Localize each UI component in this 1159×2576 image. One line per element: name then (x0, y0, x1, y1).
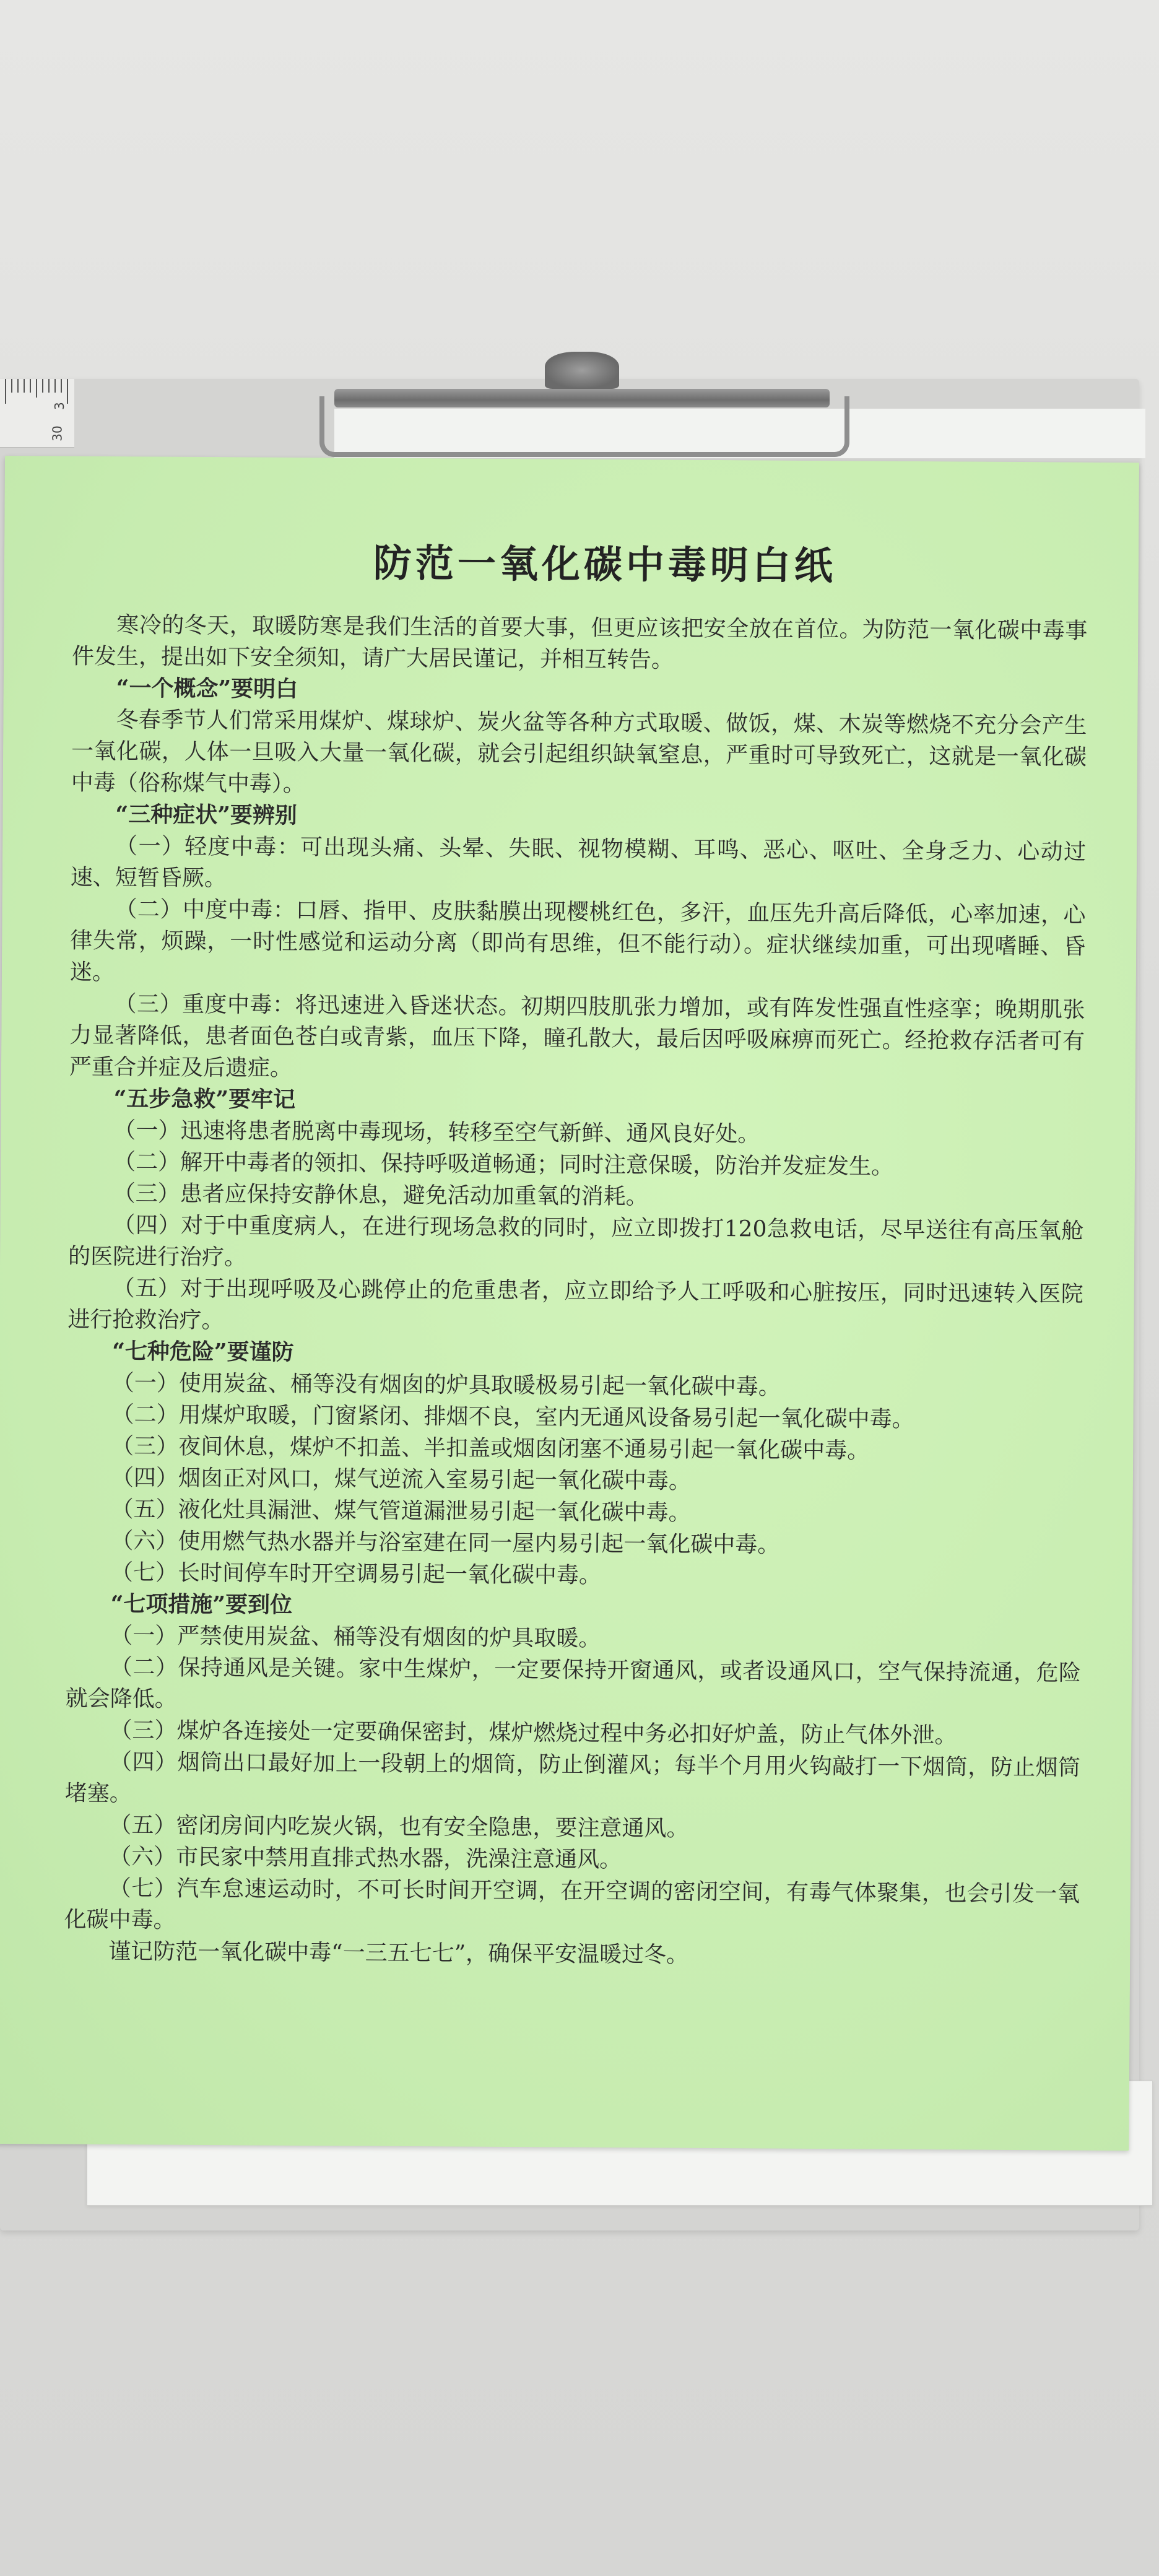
body-paragraph: （一）使用炭盆、桶等没有烟囱的炉具取暖极易引起一氧化碳中毒。 (111, 1370, 781, 1400)
clip-knob (545, 352, 619, 389)
body-paragraph: （三）患者应保持安静休息，避免活动加重氧的消耗。 (113, 1181, 648, 1210)
body-paragraph: （五）液化灶具漏泄、煤气管道漏泄易引起一氧化碳中毒。 (111, 1497, 691, 1526)
body-paragraph: （四）烟筒出口最好加上一段朝上的烟筒，防止倒灌风；每半个月用火钩敲打一下烟筒，防止烟筒堵塞。 (64, 1749, 1081, 1807)
body-paragraph: （二）保持通风是关键。家中生煤炉，一定要保持开窗通风，或者设通风口，空气保持流通，危险就会降低。 (65, 1655, 1082, 1712)
body-paragraph: （四）烟囱正对风口，煤气逆流入室易引起一氧化碳中毒。 (111, 1465, 692, 1494)
body-paragraph: （六）市民家中禁用直排式热水器，洗澡注意通风。 (109, 1844, 622, 1873)
ruler-number-30: 30 (50, 425, 65, 442)
ruler-number-3: 3 (52, 402, 67, 410)
body-paragraph: （一）轻度中毒：可出现头痛、头晕、失眠、视物模糊、耳鸣、恶心、呕吐、全身乏力、心动过速、短暂昏厥。 (70, 833, 1087, 892)
document-title: 防范一氧化碳中毒明白纸 (373, 540, 837, 589)
green-notice-paper (0, 456, 1139, 2151)
document-body (64, 609, 1087, 1973)
body-paragraph: （二）解开中毒者的领扣、保持呼吸道畅通；同时注意保暖，防治并发症发生。 (113, 1149, 894, 1180)
body-paragraph: （七）长时间停车时开空调易引起一氧化碳中毒。 (110, 1560, 602, 1588)
body-paragraph: （二）中度中毒：口唇、指甲、皮肤黏膜出现樱桃红色，多汗，血压先升高后降低，心率加速，心律失常，烦躁，一时性感觉和运动分离（即尚有思维，但不能行动）。症状继续加重，可出现嗜睡、昏迷。 (69, 897, 1086, 986)
body-paragraph: （五）对于出现呼吸及心跳停止的危重患者，应立即给予人工呼吸和心脏按压，同时迅速转入医院进行抢救治疗。 (67, 1276, 1083, 1334)
section-heading: “七种危险”要谨防 (112, 1338, 294, 1365)
section-heading: “三种症状”要辨别 (115, 801, 298, 829)
section-heading: “五步急救”要牢记 (113, 1086, 296, 1113)
document-content (64, 531, 1088, 1973)
body-paragraph: （七）汽车怠速运动时，不可长时间开空调，在开空调的密闭空间，有毒气体聚集，也会引发一氧化碳中毒。 (64, 1876, 1080, 1933)
section-heading: “一个概念”要明白 (116, 675, 298, 702)
body-paragraph: 谨记防范一氧化碳中毒“一三五七七”，确保平安温暖过冬。 (108, 1939, 689, 1968)
body-paragraph: （四）对于中重度病人，在进行现场急救的同时，应立即拨打120急救电话，尽早送往有高压氧舱的医院进行治疗。 (67, 1212, 1084, 1271)
section-heading: “七项措施”要到位 (110, 1591, 293, 1618)
body-paragraph: （二）用煤炉取暖，门窗紧闭、排烟不良，室内无通风设备易引起一氧化碳中毒。 (111, 1402, 914, 1432)
body-paragraph: （三）夜间休息，煤炉不扣盖、半扣盖或烟囱闭塞不通易引起一氧化碳中毒。 (111, 1434, 870, 1464)
body-paragraph: 冬春季节人们常采用煤炉、煤球炉、炭火盆等各种方式取暖、做饭，煤、木炭等燃烧不充分会产生一氧化碳，人体一旦吸入大量一氧化碳，就会引起组织缺氧窒息，严重时可导致死亡，这就是一氧化碳中毒（俗称煤气中毒）。 (71, 707, 1087, 797)
body-paragraph: （一）严禁使用炭盆、桶等没有烟囱的炉具取暖。 (110, 1623, 601, 1651)
body-paragraph: （五）密闭房间内吃炭火锅，也有安全隐患，要注意通风。 (109, 1812, 689, 1842)
body-paragraph: （一）迅速将患者脱离中毒现场，转移至空气新鲜、通风良好处。 (113, 1118, 760, 1147)
body-paragraph: 寒冷的冬天，取暖防寒是我们生活的首要大事，但更应该把安全放在首位。为防范一氧化碳中毒事件发生，提出如下安全须知，请广大居民谨记，并相互转告。 (71, 612, 1088, 673)
body-paragraph: （六）使用燃气热水器并与浴室建在同一屋内易引起一氧化碳中毒。 (111, 1528, 780, 1558)
clip-wire (319, 396, 849, 457)
body-paragraph: （三）重度中毒：将迅速进入昏迷状态。初期四肢肌张力增加，或有阵发性强直性痉挛；晚期肌张力显著降低，患者面色苍白或青紫，血压下降，瞳孔散大，最后因呼吸麻痹而死亡。经抢救存活者可有严重合并症及后遗症。 (69, 991, 1085, 1081)
body-paragraph: （三）煤炉各连接处一定要确保密封，煤炉燃烧过程中务必扣好炉盖，防止气体外泄。 (110, 1718, 957, 1749)
